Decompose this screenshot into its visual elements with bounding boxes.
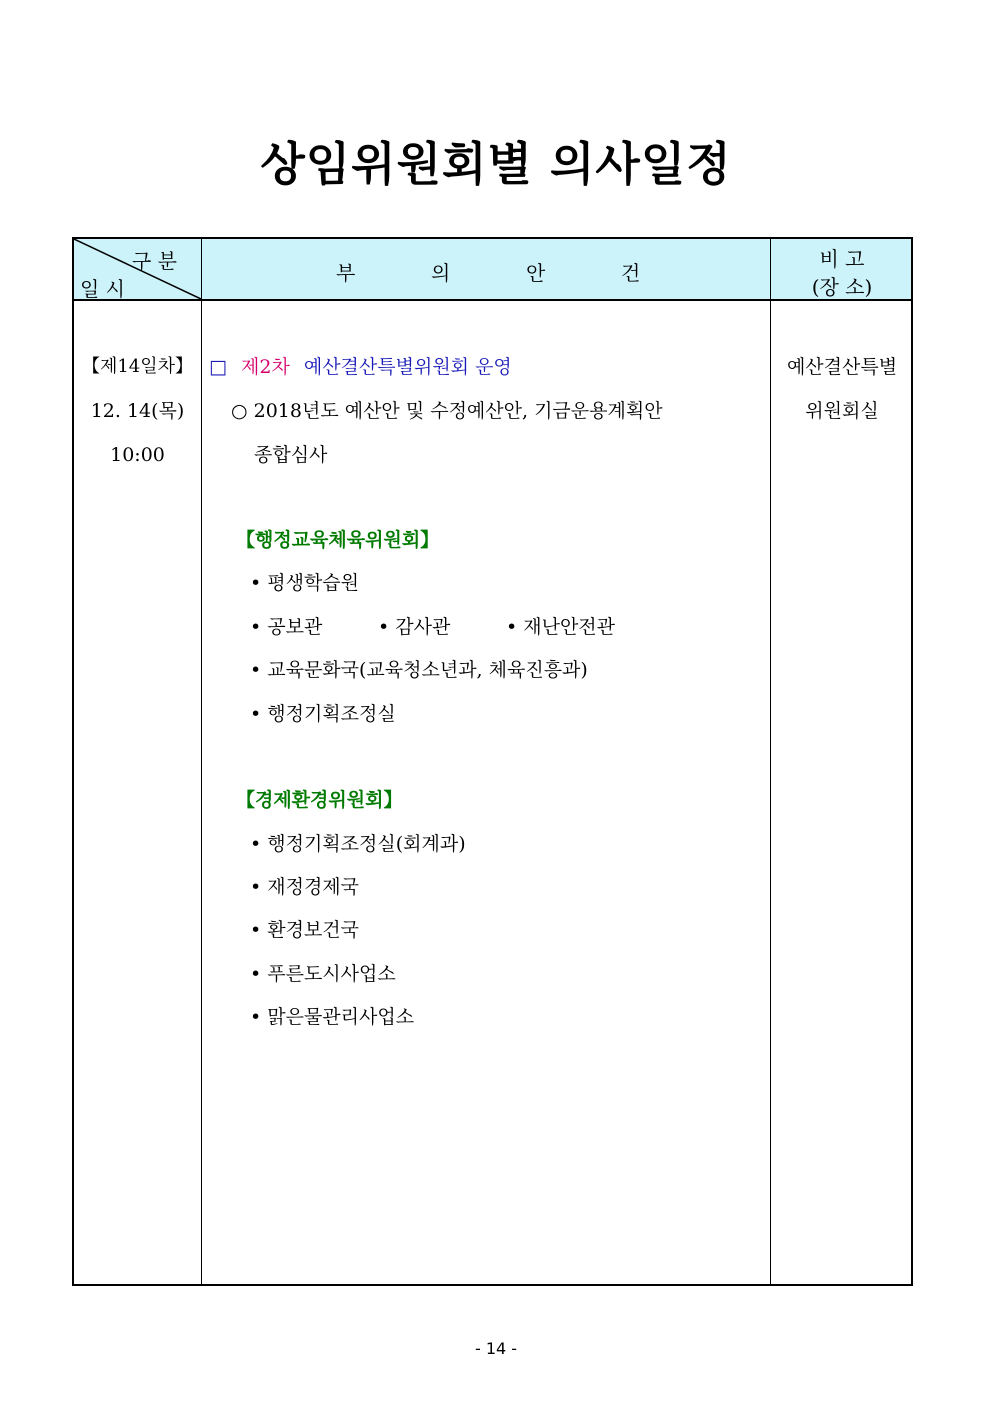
column-divider [770, 239, 771, 1284]
list-item: • 교육문화국(교육청소년과, 체육진흥과) [250, 659, 588, 681]
list-item: • 행정기획조정실 [250, 703, 396, 725]
list-item: • 감사관 [378, 616, 451, 638]
agenda-main-prefix: 제2차 [241, 356, 290, 378]
list-item: • 환경보건국 [250, 919, 360, 941]
session-date: 12. 14(목) [90, 400, 185, 422]
header-agenda-char-4: 건 [621, 261, 641, 285]
header-datetime: 일 시 [80, 277, 125, 301]
agenda-main-title: 예산결산특별위원회 운영 [303, 356, 512, 378]
table-header [74, 239, 911, 301]
list-item: • 재정경제국 [250, 876, 360, 898]
committee-title: 【행정교육체육위원회】 [236, 529, 440, 551]
header-category: 구 분 [132, 249, 177, 273]
page-title: 상임위원회별 의사일정 [260, 137, 732, 191]
header-agenda-char-3: 안 [526, 261, 546, 285]
list-item: • 평생학습원 [250, 572, 360, 594]
page-number: - 14 - [474, 1339, 518, 1358]
session-day: 【제14일차】 [81, 356, 194, 377]
remarks-place: 예산결산특별 [786, 356, 898, 378]
list-item: • 행정기획조정실(회계과) [250, 833, 466, 855]
header-agenda-char-2: 의 [431, 261, 451, 285]
remarks-place-cont: 위원회실 [805, 400, 879, 422]
agenda-table [72, 237, 913, 1286]
checkbox-square-icon: □ [209, 356, 227, 378]
list-item: • 맑은물관리사업소 [250, 1006, 415, 1028]
column-divider [201, 239, 202, 1284]
agenda-main-item [209, 358, 512, 377]
agenda-sub-item-cont: 종합심사 [254, 444, 328, 466]
list-item: • 푸른도시사업소 [250, 963, 396, 985]
list-item: • 재난안전관 [506, 616, 616, 638]
list-item: • 공보관 [250, 616, 323, 638]
header-agenda-char-1: 부 [336, 261, 356, 285]
session-time: 10:00 [110, 444, 165, 466]
agenda-sub-item: ○ 2018년도 예산안 및 수정예산안, 기금운용계획안 [231, 400, 663, 422]
committee-title: 【경제환경위원회】 [236, 789, 403, 811]
header-remarks-place: (장 소) [811, 275, 873, 299]
header-remarks: 비 고 [819, 247, 865, 271]
